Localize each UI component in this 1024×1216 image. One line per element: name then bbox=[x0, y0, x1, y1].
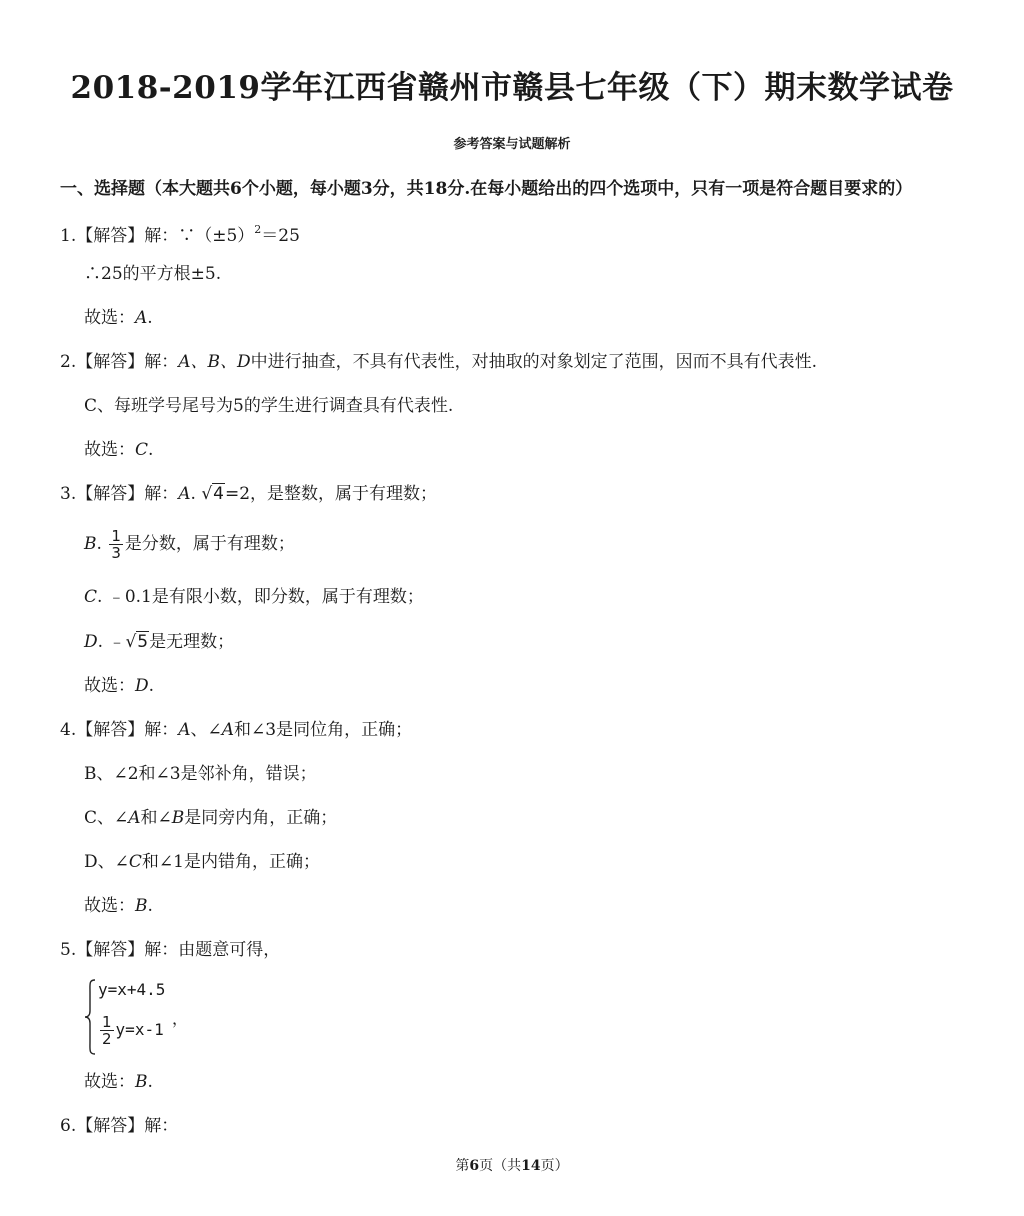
answer-3-line-b: B. $\frac{1}{3}$ 是分数，属于有理数； bbox=[84, 527, 295, 562]
choice-prefix: 故选： bbox=[84, 440, 135, 460]
choice-suffix: . bbox=[147, 308, 153, 328]
page-title: 2018-2019学年江西省赣州市赣县七年级（下）期末数学试卷 bbox=[70, 70, 954, 106]
fraction-denominator: 3 bbox=[111, 544, 121, 562]
total-page-count: 14 bbox=[521, 1158, 541, 1174]
answer-3-head: 3.【解答】解： bbox=[60, 484, 179, 504]
answer-1-line-1 bbox=[60, 218, 300, 248]
sqrt-sign: √ bbox=[201, 484, 213, 504]
answer-3-line-c: C. ﹣0.1是有限小数，即分数，属于有理数； bbox=[84, 587, 424, 607]
answer-3-choice bbox=[84, 674, 154, 698]
choice-suffix: . bbox=[148, 676, 155, 696]
footer-suffix: 页） bbox=[540, 1158, 569, 1174]
answer-1-head: 1.【解答】解：∵（±5） bbox=[60, 226, 255, 246]
choice-letter: D bbox=[135, 676, 149, 696]
footer-mid: 页（共 bbox=[479, 1158, 522, 1174]
answer-4-line-d bbox=[84, 850, 320, 874]
answer-3-line-1: 3.【解答】解：A. √4=2，是整数，属于有理数； bbox=[60, 484, 438, 504]
option-c-text: ﹣0.1是有限小数，即分数，属于有理数； bbox=[107, 587, 424, 607]
equation-1: y=x+4.5 bbox=[98, 980, 166, 999]
choice-letter: C bbox=[135, 440, 149, 460]
answer-5-line-1: 5.【解答】解：由题意可得， bbox=[60, 940, 281, 960]
radicand: 5 bbox=[137, 632, 149, 652]
answer-4-line-c bbox=[84, 806, 337, 830]
option-d: D bbox=[84, 632, 98, 652]
choice-letter: B bbox=[135, 896, 148, 916]
choice-suffix: . bbox=[148, 440, 154, 460]
choice-letter: B bbox=[135, 1072, 148, 1092]
option-b: B bbox=[84, 534, 97, 554]
angle-label: A bbox=[221, 720, 235, 740]
sqrt-5 bbox=[125, 631, 149, 652]
answer-2-choice bbox=[84, 438, 153, 462]
answer-3-line-d: D. ﹣√5是无理数； bbox=[84, 632, 235, 652]
answer-6-line-1: 6.【解答】解： bbox=[60, 1116, 179, 1136]
section-heading: 一、选择题（本大题共6个小题，每小题3分，共18分.在每小题给出的四个选项中，只有一项是符合题目要求的） bbox=[60, 179, 913, 199]
angle-sign: 和∠ bbox=[140, 808, 172, 828]
fraction-numerator: 1 bbox=[111, 527, 121, 545]
page-footer bbox=[0, 1155, 1024, 1175]
equation-system bbox=[84, 978, 224, 1056]
choice-prefix: 故选： bbox=[84, 308, 135, 328]
current-page-number: 6 bbox=[469, 1158, 480, 1174]
choice-suffix: . bbox=[147, 896, 153, 916]
footer-prefix: 第 bbox=[455, 1158, 470, 1174]
answer-2-line-1 bbox=[60, 350, 817, 374]
choice-suffix: . bbox=[147, 1072, 153, 1092]
option-b-text: 是分数，属于有理数； bbox=[124, 534, 295, 554]
answer-1-choice bbox=[84, 306, 153, 330]
sqrt-sign: √ bbox=[125, 632, 137, 652]
answer-5-choice bbox=[84, 1070, 153, 1094]
answer-2-line-2: C、每班学号尾号为5的学生进行调查具有代表性. bbox=[84, 396, 454, 416]
choice-prefix: 故选： bbox=[84, 896, 135, 916]
angle-label: A bbox=[128, 808, 141, 828]
answer-2-tail: 中进行抽查，不具有代表性，对抽取的对象划定了范围，因而不具有代表性. bbox=[250, 352, 818, 372]
angle-label: C bbox=[128, 852, 142, 872]
option-d-text: 是无理数； bbox=[149, 632, 235, 652]
equation-2-text: y=x-1 bbox=[115, 1020, 164, 1039]
fraction-one-half bbox=[100, 1014, 114, 1047]
answer-1-line-2: ∴25的平方根±5. bbox=[84, 264, 222, 284]
page-subtitle: 参考答案与试题解析 bbox=[453, 137, 571, 152]
choice-prefix: 故选： bbox=[84, 676, 135, 696]
equation-comma: ， bbox=[172, 1009, 189, 1028]
sqrt-4 bbox=[201, 483, 225, 504]
answer-4-line-1 bbox=[60, 718, 412, 742]
equation-2 bbox=[98, 1014, 164, 1047]
answer-4-line-b: B、∠2和∠3是邻补角，错误； bbox=[84, 764, 317, 784]
answer-2-options: A、B、D bbox=[178, 352, 251, 372]
answer-4-head: 4.【解答】解： bbox=[60, 720, 179, 740]
fraction-numerator: 1 bbox=[102, 1013, 112, 1031]
minus-sign: ﹣ bbox=[108, 632, 126, 652]
option-a-text: 和∠3是同位角，正确； bbox=[234, 720, 413, 740]
option-a: A bbox=[178, 720, 191, 740]
option-c: C bbox=[84, 587, 98, 607]
answer-2-head: 2.【解答】解： bbox=[60, 352, 179, 372]
option-a: A bbox=[178, 484, 191, 504]
option-d-text: 和∠1是内错角，正确； bbox=[141, 852, 320, 872]
fraction-one-third bbox=[109, 528, 123, 561]
radicand: 4 bbox=[213, 484, 224, 504]
option-a-text: =2，是整数，属于有理数； bbox=[225, 484, 438, 504]
fraction-denominator: 2 bbox=[102, 1030, 112, 1048]
option-c-text: 是同旁内角，正确； bbox=[184, 808, 338, 828]
answer-1-tail: ＝25 bbox=[261, 226, 300, 246]
choice-prefix: 故选： bbox=[84, 1072, 135, 1092]
angle-sign: 、∠ bbox=[190, 720, 222, 740]
choice-letter: A bbox=[135, 308, 148, 328]
answer-1-exponent: 2 bbox=[254, 223, 262, 236]
angle-label: B bbox=[171, 808, 185, 828]
brace-icon bbox=[84, 978, 96, 1056]
answer-4-choice bbox=[84, 894, 153, 918]
option-d-prefix: D、∠ bbox=[84, 852, 129, 872]
option-c-prefix: C、∠ bbox=[84, 808, 129, 828]
